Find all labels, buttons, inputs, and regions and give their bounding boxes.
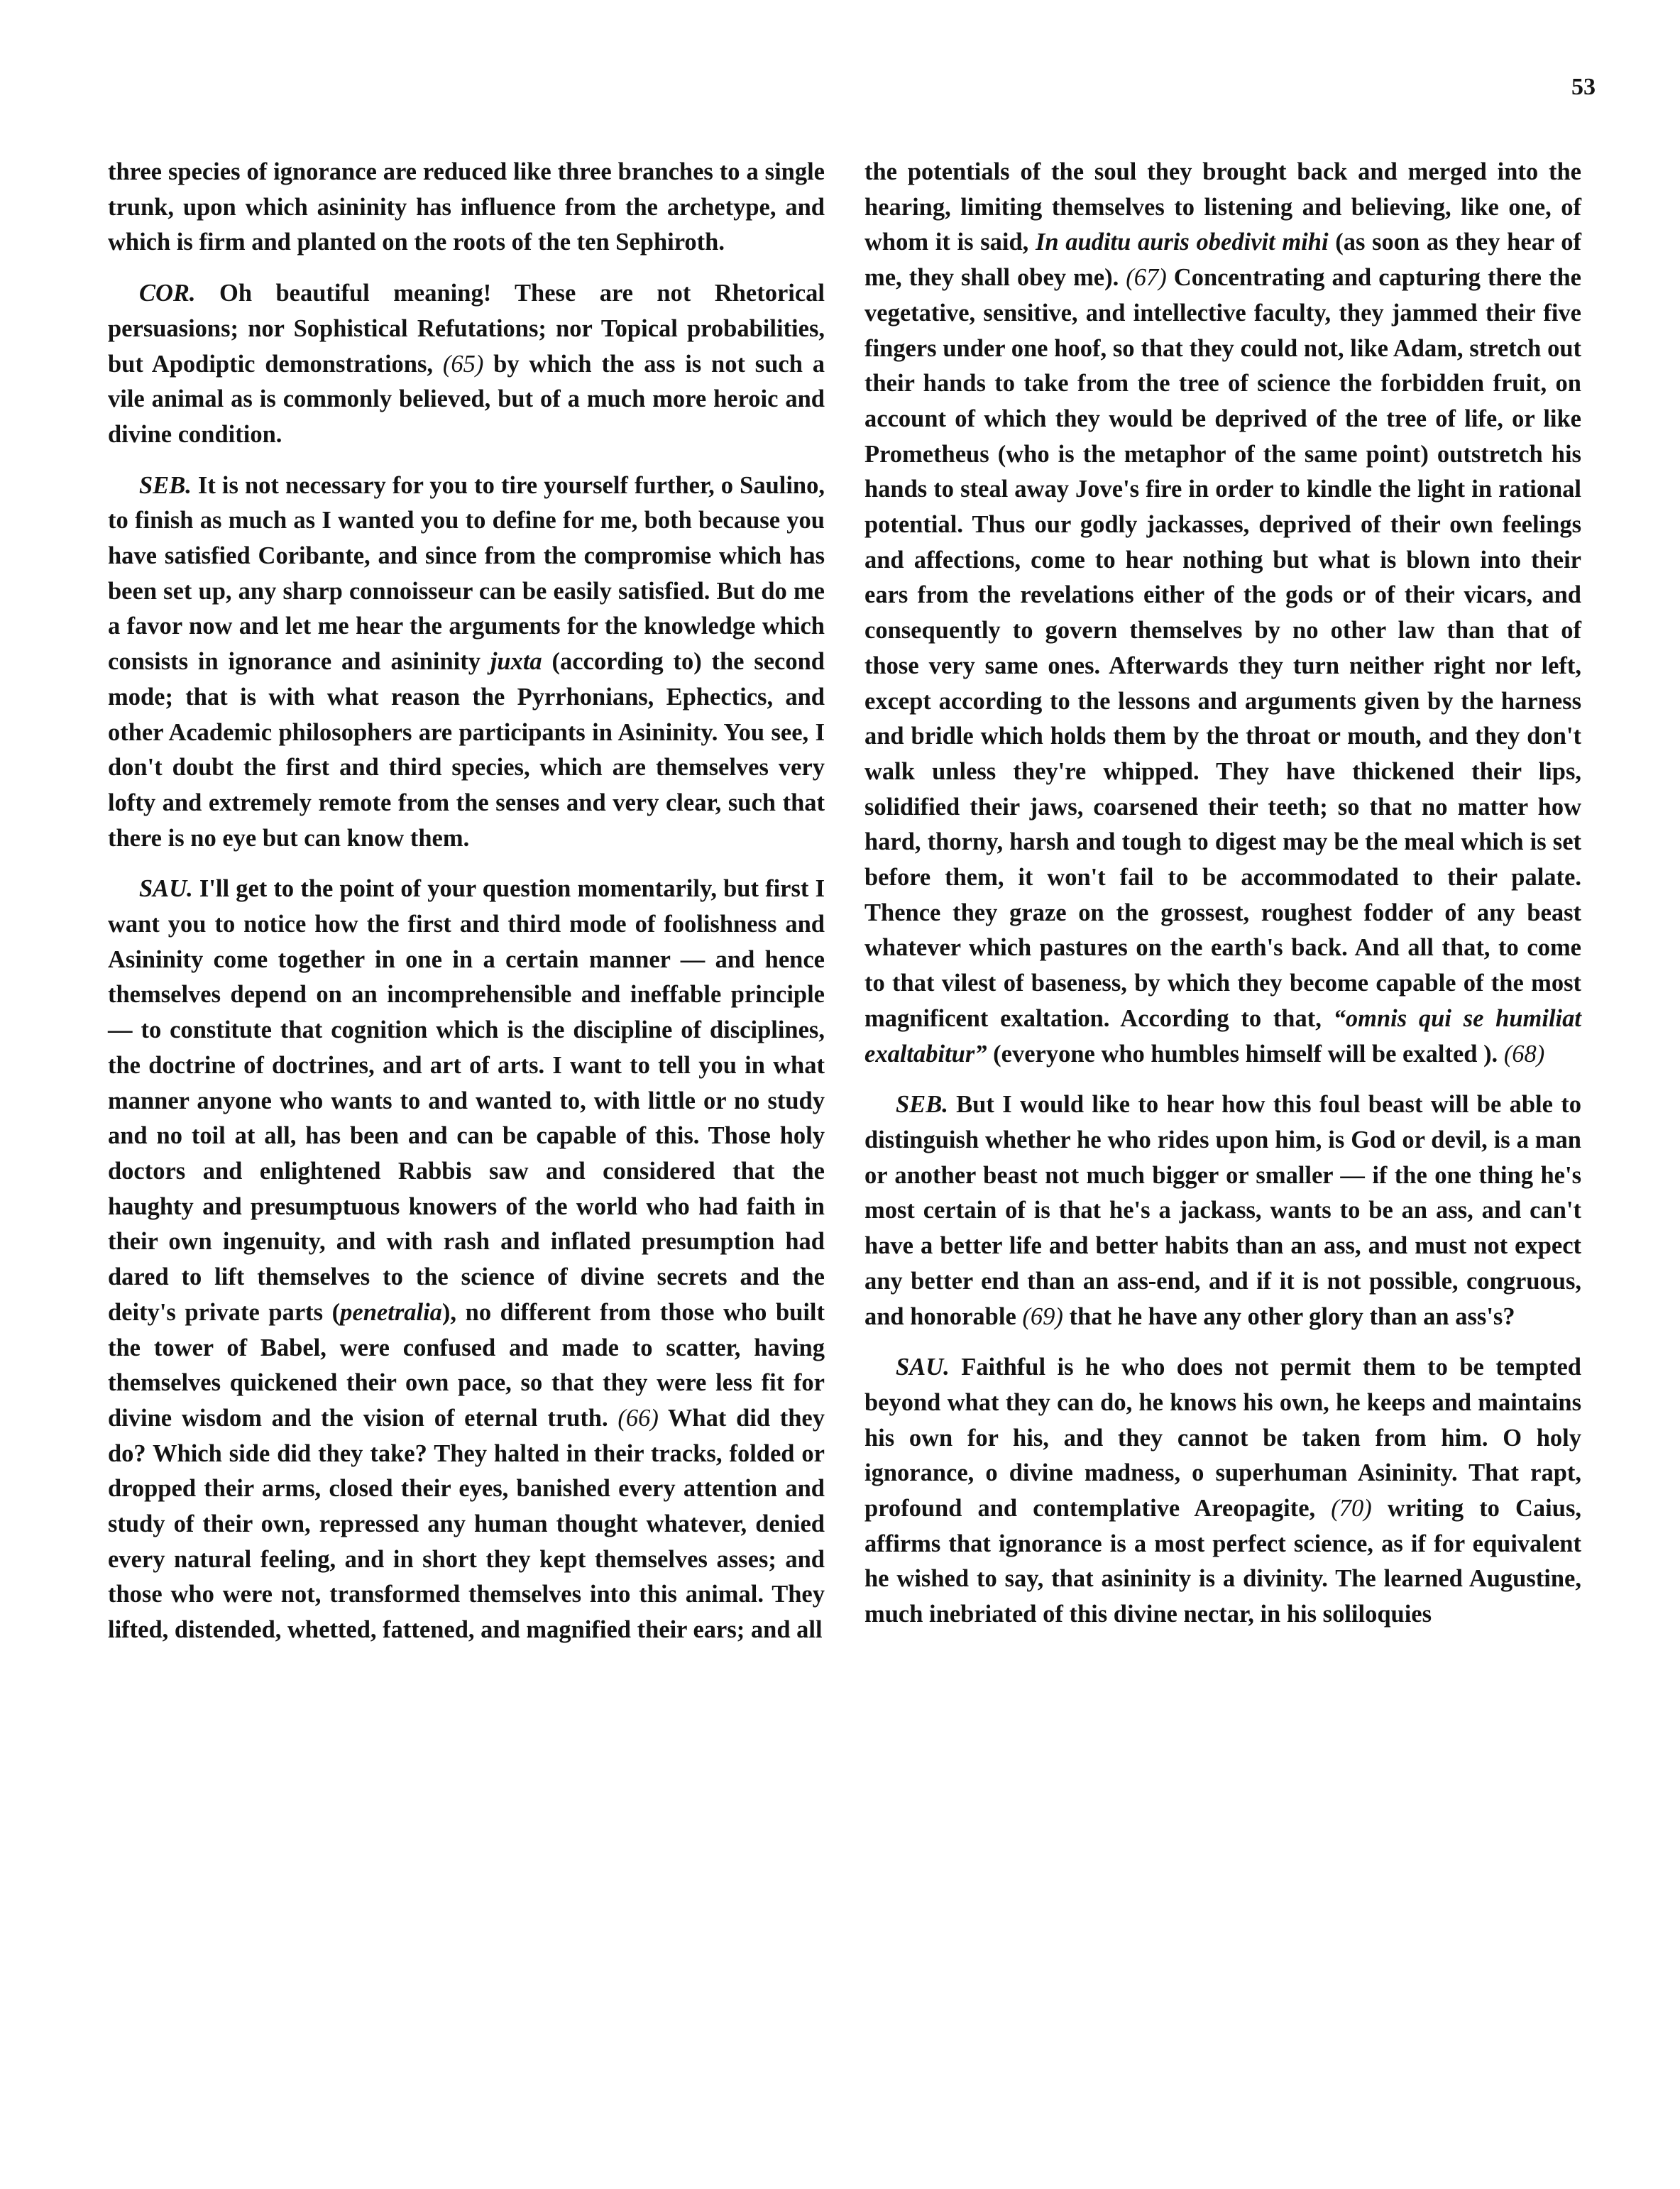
latin-term: penetralia xyxy=(340,1298,442,1326)
latin-quote: “omnis qui se humiliat exaltabitur” xyxy=(864,1004,1581,1068)
speech-text: Oh beautiful meaning! These are not Rhetorical persuasions; nor Sophistical Refutations; nor Topical probabilities, but Apodiptic demonstrations, xyxy=(108,280,825,378)
note-reference: (66) xyxy=(617,1404,659,1432)
speech-seb xyxy=(108,468,825,857)
paragraph-text: the potentials of the soul they brought back and merged into the hearing, limiting themselves to listening and believing, like one, of whom it is said, xyxy=(864,158,1581,256)
note-reference: (69) xyxy=(1022,1302,1063,1330)
speech-text: But I would like to hear how this foul beast will be able to distinguish whether he who rides upon him, is God or devil, is a man or another beast not much bigger or smaller — if the one thing he's most certain of is that he's a jackass, wants to be an ass, and can't have a better life and better habits than an ass, and must not expect any better end than an ass-end, and if it is not possible, congruous, and honorable xyxy=(864,1091,1581,1330)
speech-text: ), no different from those who built the tower of Babel, were confused and made to scatter, having themselves quickened their own pace, so that they were less fit for divine wisdom and the vision of eternal truth. xyxy=(108,1298,825,1432)
speaker-label: SEB. xyxy=(139,471,192,499)
latin-quote: In auditu auris obedivit mihi xyxy=(1035,229,1329,256)
speaker-label: COR. xyxy=(139,280,196,307)
speech-text: It is not necessary for you to tire yourself further, o Saulino, to finish as much as I wanted you to define for me, both because you have satisfied Coribante, and since from the compromise which has been set up, any sharp connoisseur can be easily satisfied. But do me a favor now and let me hear the arguments for the knowledge which consists in ignorance and asininity xyxy=(108,471,825,676)
speech-sau xyxy=(108,872,825,1647)
speech-cor xyxy=(108,276,825,453)
paragraph-text: (as soon as they hear of me, they shall obey me). xyxy=(864,229,1581,292)
speaker-label: SEB. xyxy=(896,1091,948,1119)
paragraph-text: three species of ignorance are reduced like three branches to a single trunk, upon which asininity has influence from the archetype, and which is firm and planted on the roots of the ten Sephiroth. xyxy=(108,158,825,256)
right-column xyxy=(864,155,1581,1648)
speech-sau xyxy=(864,1350,1581,1633)
note-reference: (65) xyxy=(442,350,484,378)
note-reference: (68) xyxy=(1503,1040,1545,1068)
latin-term: juxta xyxy=(490,648,542,676)
paragraph-text: (everyone who humbles himself will be exalted ). xyxy=(987,1040,1504,1068)
speaker-label: SAU. xyxy=(896,1354,950,1381)
note-reference: (70) xyxy=(1331,1495,1372,1523)
page-number: 53 xyxy=(1571,74,1596,100)
speech-seb xyxy=(864,1087,1581,1334)
speech-text: What did they do? Which side did they take? They halted in their tracks, folded or dropped their arms, closed their eyes, banished every attention and study of their own, repressed any human thought whatever, denied every natural feeling, and in short they kept themselves asses; and those who were not, transformed themselves into this animal. They lifted, distended, whetted, fattened, and magnified their ears; and all xyxy=(108,1404,825,1644)
speech-text: writing to Caius, affirms that ignorance is a most perfect science, as if for equivalent he wished to say, that asininity is a divinity. The learned Augustine, much inebriated of this divine nectar, in his soliloquies xyxy=(864,1495,1581,1628)
paragraph-continuation xyxy=(864,155,1581,1072)
speaker-label: SAU. xyxy=(139,875,193,903)
speech-text: (according to) the second mode; that is with what reason the Pyrrhonians, Ephectics, and other Academic philosophers are participants in Asininity. You see, I don't doubt the first and third species, which are themselves very lofty and extremely remote from the senses and very clear, such that there is no eye but can know them. xyxy=(108,648,825,852)
note-reference: (67) xyxy=(1126,264,1167,292)
speech-text: by which the ass is not such a vile animal as is commonly believed, but of a much more heroic and divine condition. xyxy=(108,350,825,448)
paragraph-text: Concentrating and capturing there the vegetative, sensitive, and intellective faculty, they jammed their five fingers under one hoof, so that they could not, like Adam, stretch out their hands to take from the tree of science the forbidden fruit, on account of which they would be deprived of the tree of life, or like Prometheus (who is the metaphor of the same point) outstretch his hands to steal away Jove's fire in order to kindle the light in rational potential. Thus our godly jackasses, deprived of their own feelings and affections, come to hear nothing but what is blown into their ears from the revelations either of the gods or of their vicars, and consequently to govern themselves by no other law than that of those very same ones. Afterwards they turn neither right nor left, except according to the lessons and arguments given by the harness and bridle which holds them by the throat or mouth, and they don't walk unless they're whipped. They have thickened their lips, solidified their jaws, coarsened their teeth; so that no matter how hard, thorny, harsh and tough to digest may be the meal which is set before them, it won't fail to be accommodated to their palate. Thence they graze on the grossest, roughest fodder of any beast whatever which pastures on the earth's back. And all that, to come to that vilest of baseness, by which they become capable of the most magnificent exaltation. According to that, xyxy=(864,264,1581,1032)
left-column xyxy=(108,155,825,1664)
speech-text: that he have any other glory than an ass's? xyxy=(1063,1302,1515,1330)
paragraph-continuation xyxy=(108,155,825,260)
speech-text: I'll get to the point of your question momentarily, but first I want you to notice how the first and third mode of foolishness and Asininity come together in one in a certain manner — and hence themselves depend on an incomprehensible and ineffable principle — to constitute that cognition which is the discipline of disciplines, the doctrine of doctrines, and art of arts. I want to tell you in what manner anyone who wants to and wanted to, with little or no study and no toil at all, has been and can be capable of this. Those holy doctors and enlightened Rabbis saw and considered that the haughty and presumptuous knowers of the world who had faith in their own ingenuity, and with rash and inflated presumption had dared to lift themselves to the science of divine secrets and the deity's private parts ( xyxy=(108,875,825,1326)
speech-text: Faithful is he who does not permit them to be tempted beyond what they can do, he knows his own, he keeps and maintains his own for his, and they cannot be taken from him. O holy ignorance, o divine madness, o superhuman Asininity. That rapt, profound and contemplative Areopagite, xyxy=(864,1354,1581,1523)
